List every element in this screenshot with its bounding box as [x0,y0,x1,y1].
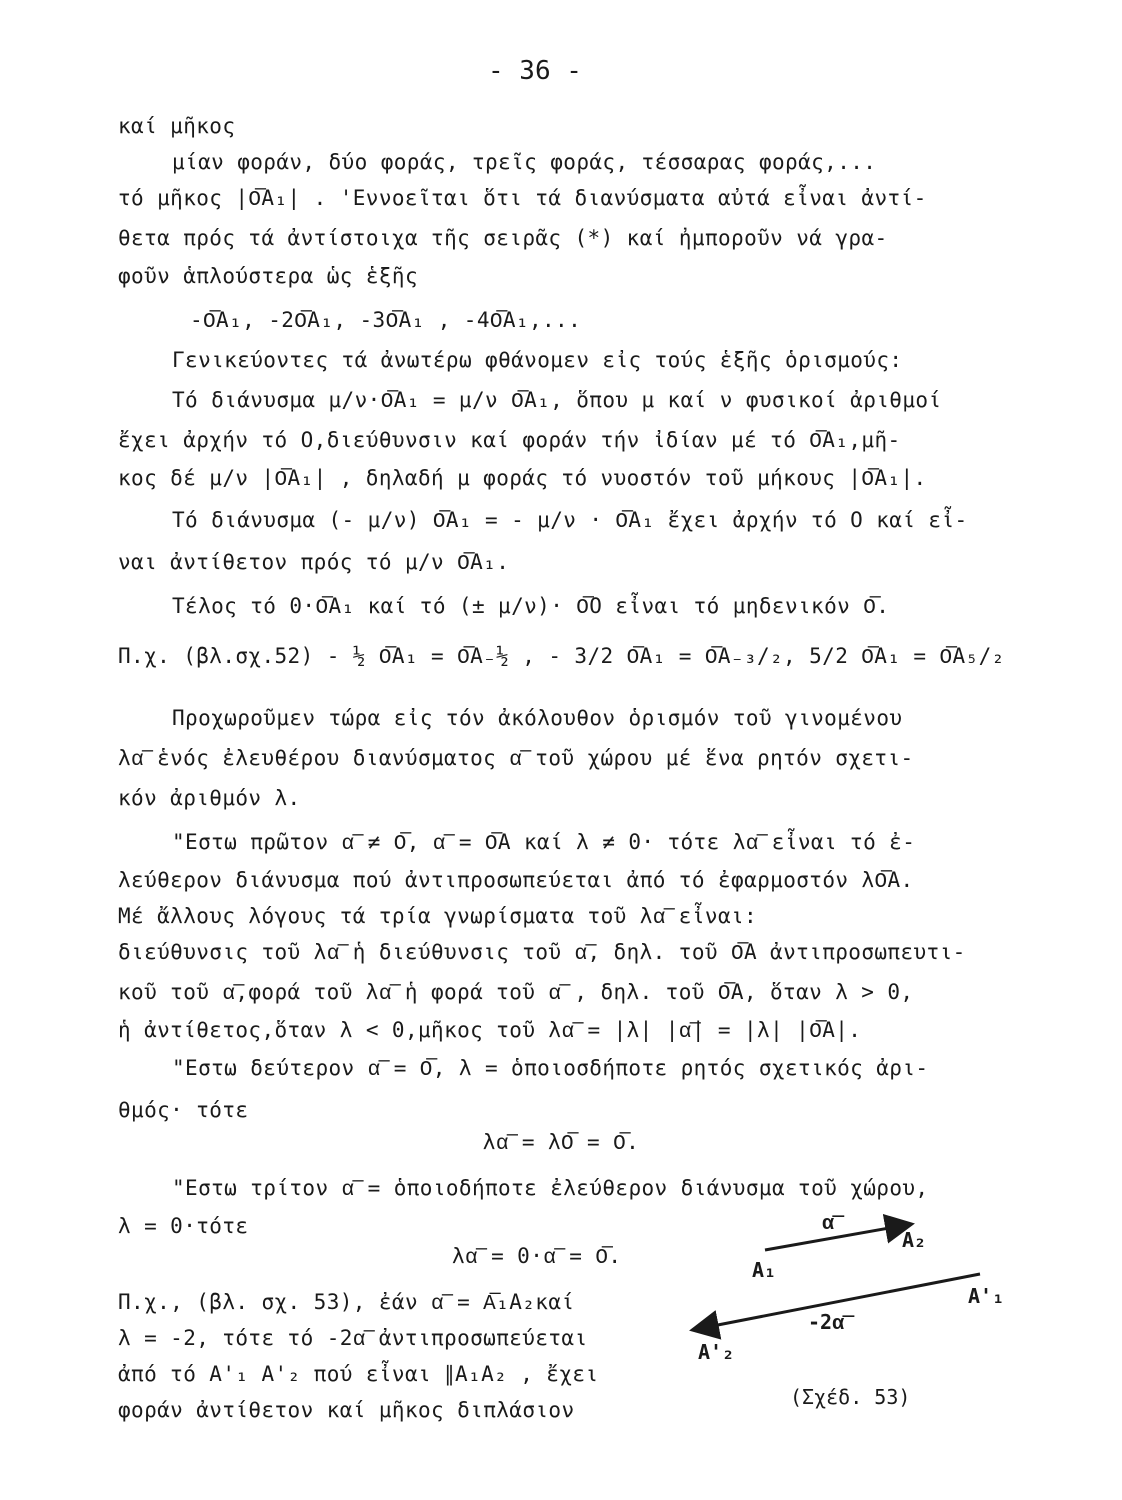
text-line: θετα πρός τά ἀντίστοιχα τῆς σειρᾶς (*) καί ἠμποροῦν νά γρα- [118,226,888,250]
label-A2-prime: A'₂ [698,1340,735,1364]
example-line: Π.χ. (βλ.σχ.52) - ½ O͞A₁ = O͞A₋½ , - 3/2 O͞A₁ = O͞A₋₃/₂, 5/2 O͞A₁ = O͞A₅/₂ [118,644,1005,668]
text-line: διεύθυνσις τοῦ λα͞ ἡ διεύθυνσις τοῦ α͞, δηλ. τοῦ O͞A ἀντιπροσωπευτι- [118,940,966,964]
text-line: λεύθερον διάνυσμα πού ἀντιπροσωπεύεται ἀπό τό ἐφαρμοστόν λO͞A. [118,868,914,892]
formula-line: -O͞A₁, -2O͞A₁, -3O͞A₁ , -4O͞A₁,... [190,308,582,332]
text-line: "Εστω δεύτερον α͞ = O͞, λ = ὁποιοσδήποτε ρητός σχετικός ἀρι- [172,1056,929,1080]
label-a: α͞ [822,1210,835,1234]
text-line: φοράν ἀντίθετον καί μῆκος διπλάσιον [118,1398,575,1422]
text-line: "Εστω πρῶτον α͞ ≠ O͞, α͞ = O͞A καί λ ≠ 0· τότε λα͞ εἶναι τό ἐ- [172,830,916,854]
text-line: Τό διάνυσμα (- μ/ν) O͞A₁ = - μ/ν · O͞A₁ ἔχει ἀρχήν τό O καί εἶ- [172,508,968,532]
text-line: θμός· τότε [118,1098,249,1122]
text-line: κόν ἀριθμόν λ. [118,786,301,810]
text-line: ἔχει ἀρχήν τό O,διεύθυνσιν καί φοράν τήν ἰδίαν μέ τό O͞A₁,μῆ- [118,428,901,452]
text-line: μίαν φοράν, δύο φοράς, τρεῖς φοράς, τέσσαρας φοράς,... [172,150,877,174]
text-line: λα͞ ἑνός ἐλευθέρου διανύσματος α͞ τοῦ χώρου μέ ἕνα ρητόν σχετι- [118,746,914,770]
text-line: τό μῆκος |O͞A₁| . 'Εννοεῖται ὅτι τά διανύσματα αὐτά εἶναι ἀντί- [118,186,927,210]
text-line: φοῦν ἁπλούστερα ὡς ἑξῆς [118,264,418,288]
vector-a-arrow [765,1224,912,1250]
text-line: κος δέ μ/ν |O͞A₁| , δηλαδή μ φοράς τό νυοστόν τοῦ μήκους |O͞A₁|. [118,466,927,490]
text-line: Προχωροῦμεν τώρα εἰς τόν ἀκόλουθον ὁρισμόν τοῦ γινομένου [172,706,903,730]
page-number: - 36 - [488,56,582,86]
text-line: "Εστω τρίτον α͞ = ὁποιοδήποτε ἐλεύθερον διάνυσμα τοῦ χώρου, [172,1176,929,1200]
label-minus-2a: -2α͞ [808,1310,845,1334]
label-A1: A₁ [752,1258,777,1282]
text-line: καί μῆκος [118,114,236,138]
text-line: Τέλος τό 0·O͞A₁ καί τό (± μ/ν)· O͞O εἶναι τό μηδενικόν O͞. [172,594,890,618]
text-line: λ = 0·τότε [118,1214,249,1238]
formula-line: λα͞ = λO͞ = O͞. [482,1130,640,1154]
figure-53 [680,1200,1040,1430]
text-line: ἀπό τό A'₁ A'₂ πού εἶναι ∥A₁A₂ , ἔχει [118,1362,599,1386]
label-A1-prime: A'₁ [968,1284,1005,1308]
text-line: Μέ ἄλλους λόγους τά τρία γνωρίσματα τοῦ λα͞ εἶναι: [118,904,758,928]
label-A2: A₂ [902,1228,927,1252]
text-line: ἡ ἀντίθετος,ὅταν λ < 0,μῆκος τοῦ λα͞ = |λ| |α͞| = |λ| |O͞A|. [118,1018,862,1042]
text-line: κοῦ τοῦ α͞,φορά τοῦ λα͞ ἡ φορά τοῦ α͞ , δηλ. τοῦ O͞A, ὅταν λ > 0, [118,980,914,1004]
text-line: λ = -2, τότε τό -2α͞ ἀντιπροσωπεύεται [118,1326,588,1350]
text-line: Π.χ., (βλ. σχ. 53), ἐάν α͞ = A͞₁A₂καί [118,1290,575,1314]
text-line: ναι ἀντίθετον πρός τό μ/ν O͞A₁. [118,550,510,574]
text-line: Τό διάνυσμα μ/ν·O͞A₁ = μ/ν O͞A₁, ὅπου μ καί ν φυσικοί ἀριθμοί [172,388,942,412]
figure-caption: (Σχέδ. 53) [790,1385,911,1409]
formula-line: λα͞ = 0·α͞ = O͞. [452,1244,622,1268]
text-line: Γενικεύοντες τά ἀνωτέρω φθάνομεν εἰς τούς ἑξῆς ὁρισμούς: [172,348,903,372]
